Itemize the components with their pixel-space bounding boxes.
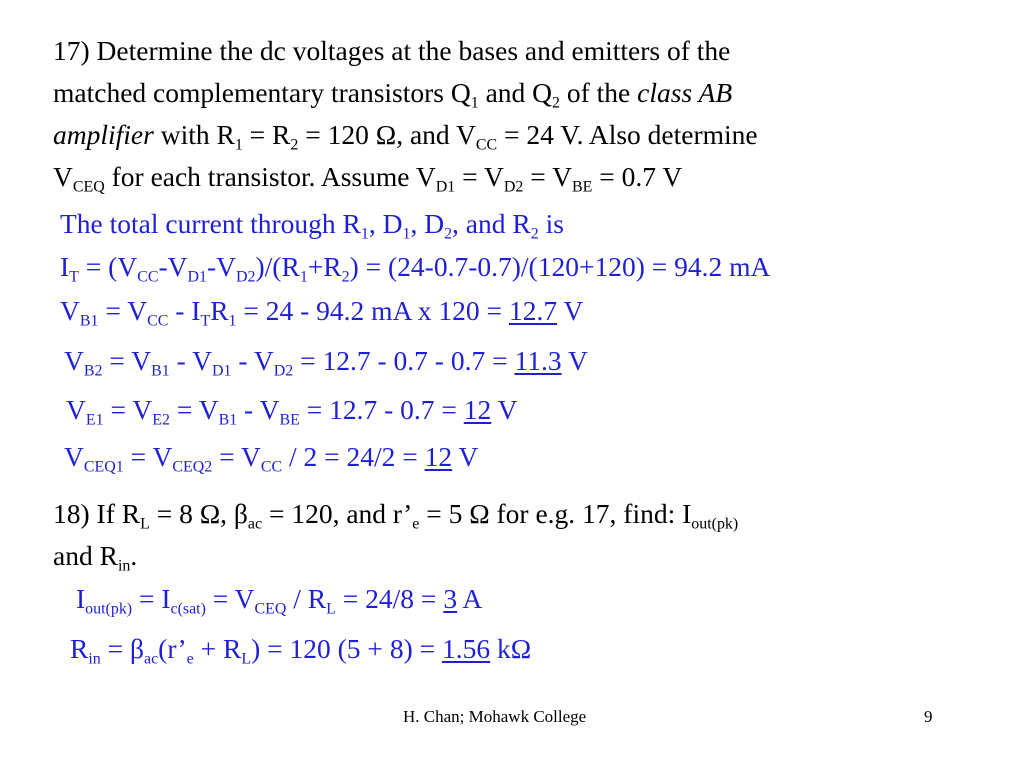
problem-17-line-3: amplifier with $R_1 = R_2 = 120$ Ω, and $V_{CC} = 24$ V. Also determine xyxy=(53,119,758,154)
page-number: 9 xyxy=(924,707,933,726)
vb1-result: 12.7 xyxy=(508,295,558,326)
problem-18-line-2: and $R_{in}$. xyxy=(53,540,138,575)
rin-equation: $R_{in}$ = $\beta_{ac}(r’_e + R_L) = 120$ (5 + 8) = 1.56 kΩ xyxy=(70,633,532,668)
problem-17-line-2: matched complementary transistors $Q_1$ and $Q_2$ of the class AB xyxy=(53,77,733,112)
vb2-equation: $V_{B2} = V_{B1} - V_{D1} - V_{D2} = 12.7 - 0.7 - 0.7 = 11.3$ V xyxy=(64,345,588,380)
problem-18 xyxy=(53,493,738,577)
vceq-equation: $V_{CEQ1} = V_{CEQ2} = V_{CC} / 2 = 24/2 = 12$ V xyxy=(64,441,479,476)
ve-result: 12 xyxy=(463,394,492,425)
solution-17-line-1: The total current through $R_1$, $D_1$, $D_2$, and $R_2$ is xyxy=(60,208,564,243)
ve-equation: $V_{E1} = V_{E2} = V_{B1} - V_{BE} = 12.7 - 0.7 = 12$ V xyxy=(66,394,518,429)
iout-result: 3 xyxy=(443,583,458,614)
iout-equation: $I_{out(pk)} = I_{c(sat)} = V_{CEQ} / R_L = 24/8 = 3$ A xyxy=(76,583,483,618)
footer-author: H. Chan; Mohawk College xyxy=(403,707,587,726)
vb2-result: 11.3 xyxy=(514,345,562,376)
vceq-result: 12 xyxy=(424,441,453,472)
problem-17 xyxy=(53,30,758,198)
total-current-equation: $I_T = (V_{CC}-V_{D1}-V_{D2})/(R_1+R_2) = (24-0.7-0.7)/(120+120) = 94.2$ mA xyxy=(60,251,771,286)
rin-result: 1.56 xyxy=(442,633,491,664)
problem-18-line-1: 18) If $R_L = 8$ Ω, $\beta_{ac} = 120$, and $r’_e = 5$ Ω for e.g. 17, find: $I_{out(pk)}$ xyxy=(53,498,739,533)
vb1-equation: $V_{B1} = V_{CC} - I_TR_1 = 24 - 94.2$ mA x 120 = 12.7 V xyxy=(60,295,584,330)
problem-17-line-1: 17) Determine the dc voltages at the bases and emitters of the xyxy=(53,35,731,66)
problem-17-line-4: $V_{CEQ}$ for each transistor. Assume $V_{D1} = V_{D2} = V_{BE} = 0.7$ V xyxy=(53,161,683,196)
